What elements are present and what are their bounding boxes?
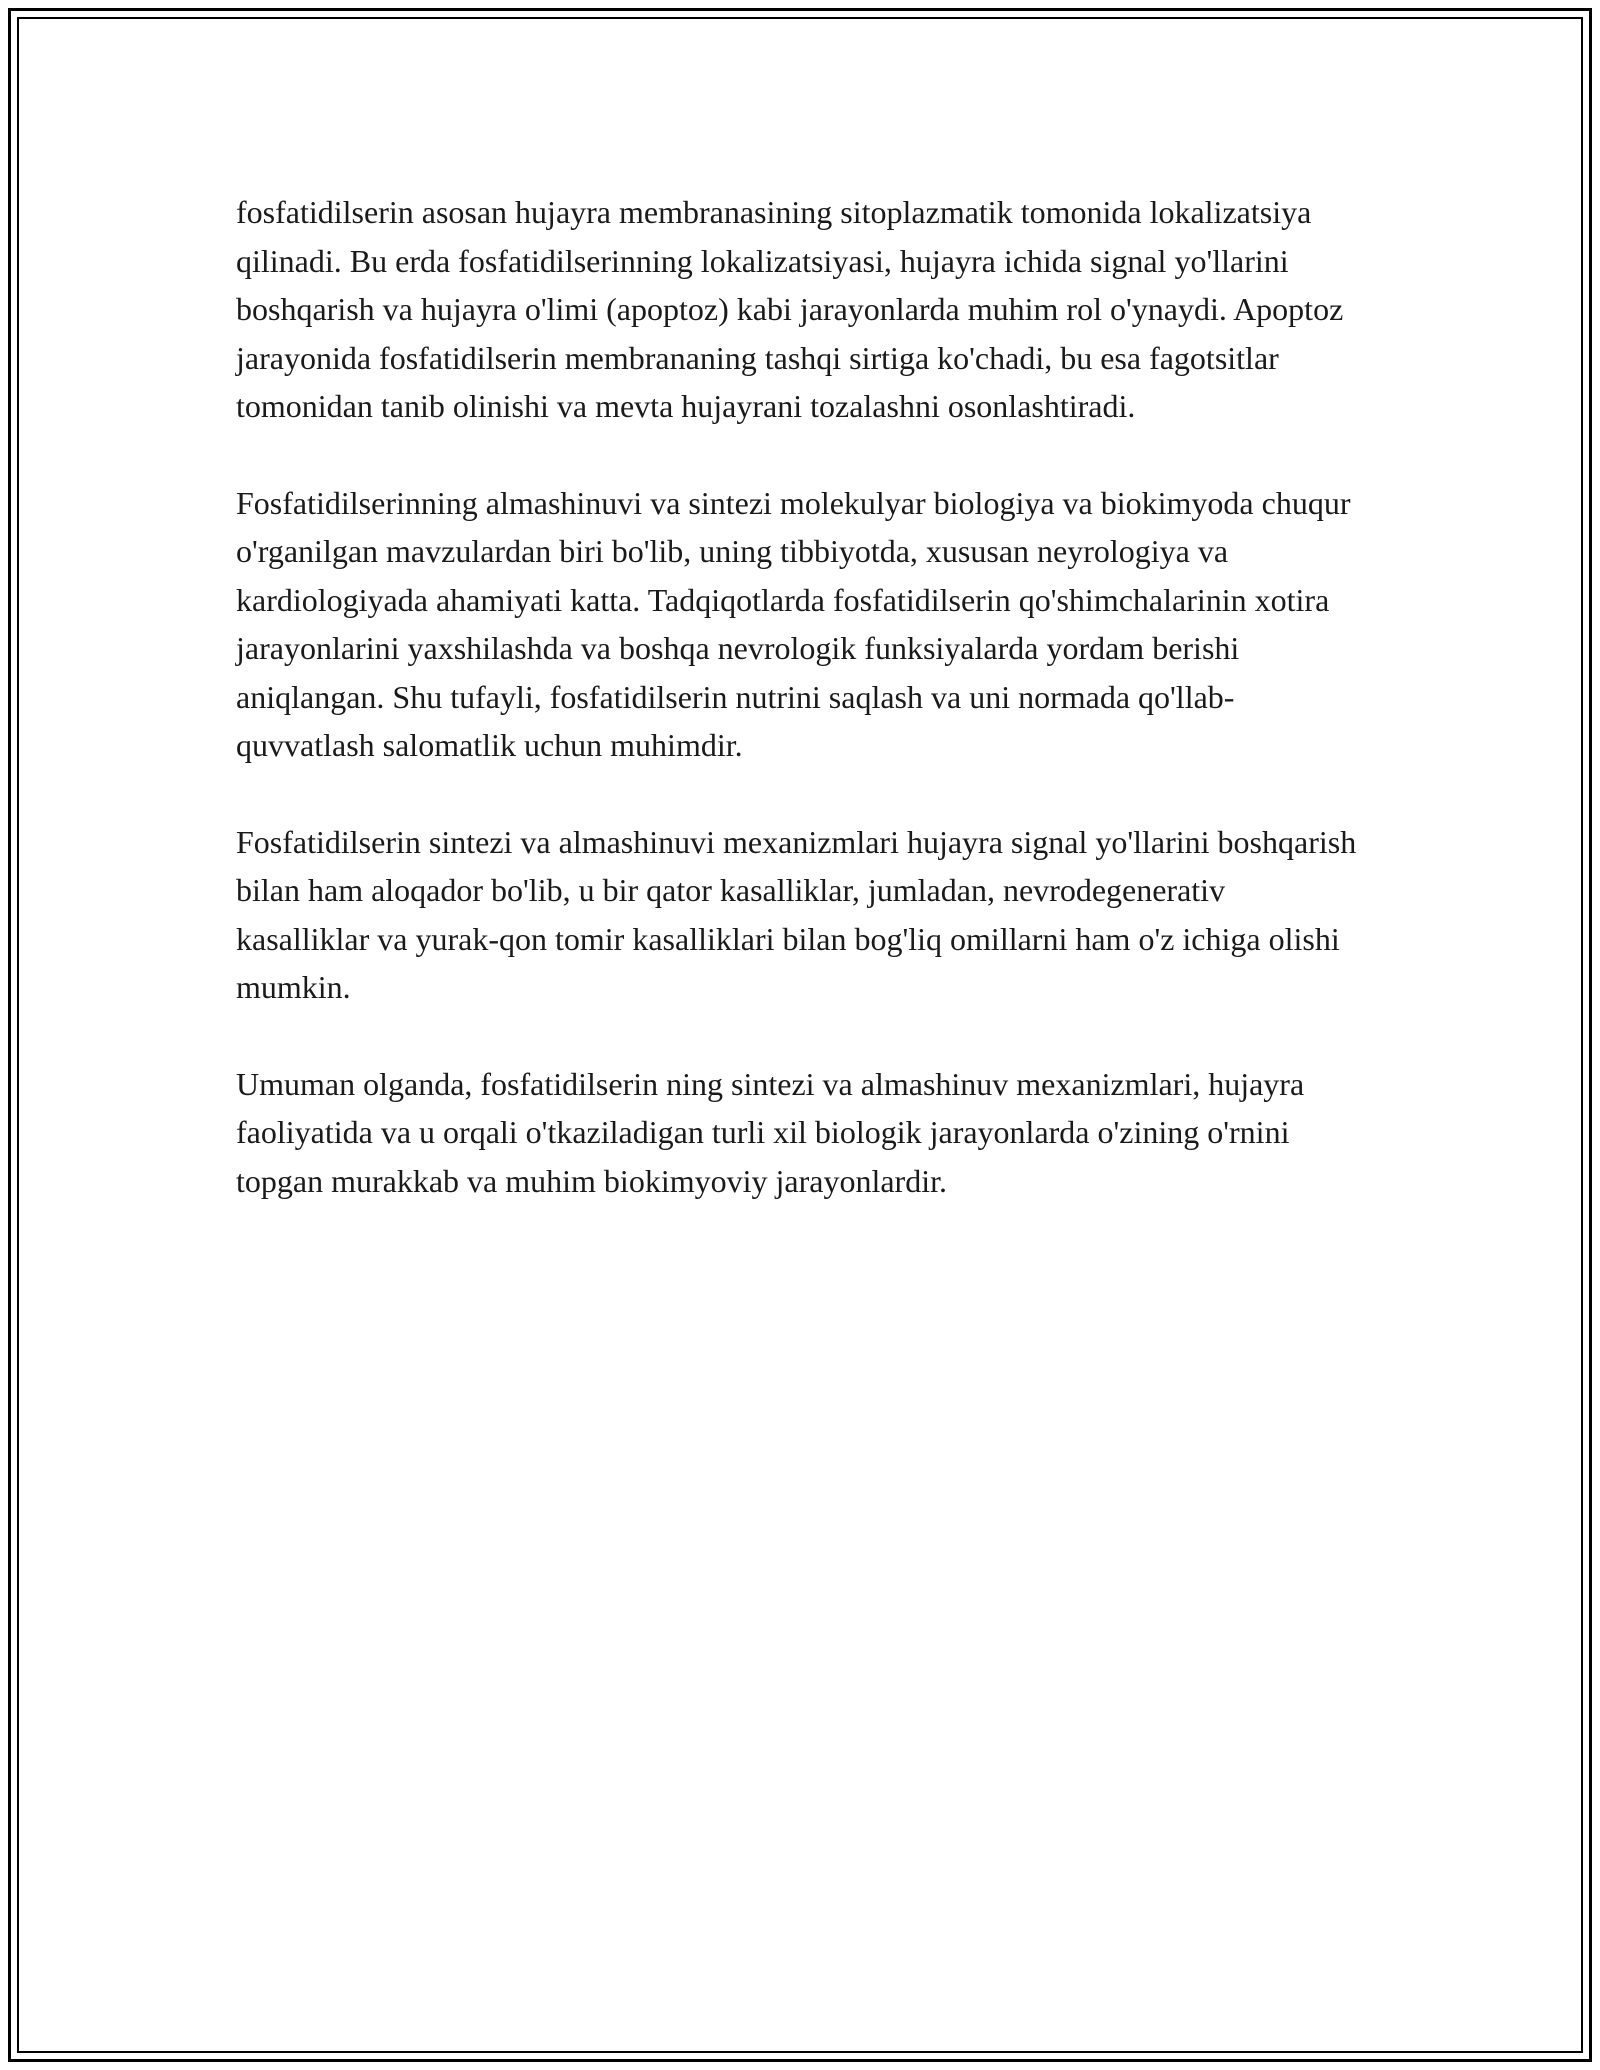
paragraph-2: Fosfatidilserinning almashinuvi va sintezi molekulyar biologiya va biokimyoda chuqur o'rganilgan mavzulardan biri bo'lib, uning tibbiyotda, xususan neyrologiya va kardiologiyada ahamiyati katta. Tadqiqotlarda fosfatidilserin qo'shimchalarinin xotira jarayonlarini yaxshilashda va boshqa nevrologik funksiyalarda yordam berishi aniqlangan. Shu tufayli, fosfatidilserin nutrini saqlash va uni normada qo'llab-quvvatlash salomatlik uchun muhimdir. [236,484,1351,763]
document-body [236,188,1366,1253]
paragraph-3: Fosfatidilserin sintezi va almashinuvi mexanizmlari hujayra signal yo'llarini boshqarish bilan ham aloqador bo'lib, u bir qator kasalliklar, jumladan, nevrodegenerativ kasalliklar va yurak-qon tomir kasalliklari bilan bog'liq omillarni ham o'z ichiga olishi mumkin. [236,823,1357,1005]
paragraph-4: Umuman olganda, fosfatidilserin ning sintezi va almashinuv mexanizmlari, hujayra faoliyatida va u orqali o'tkaziladigan turli xil biologik jarayonlarda o'zining o'rnini topgan murakkab va muhim biokimyoviy jarayonlardir. [236,1065,1305,1199]
paragraph-1: fosfatidilserin asosan hujayra membranasining sitoplazmatik tomonida lokalizatsiya qilinadi. Bu erda fosfatidilserinning lokalizatsiyasi, hujayra ichida signal yo'llarini boshqarish va hujayra o'limi (apoptoz) kabi jarayonlarda muhim rol o'ynaydi. Apoptoz jarayonida fosfatidilserin membrananing tashqi sirtiga ko'chadi, bu esa fagotsitlar tomonidan tanib olinishi va mevta hujayrani tozalashni osonlashtiradi. [236,194,1344,424]
